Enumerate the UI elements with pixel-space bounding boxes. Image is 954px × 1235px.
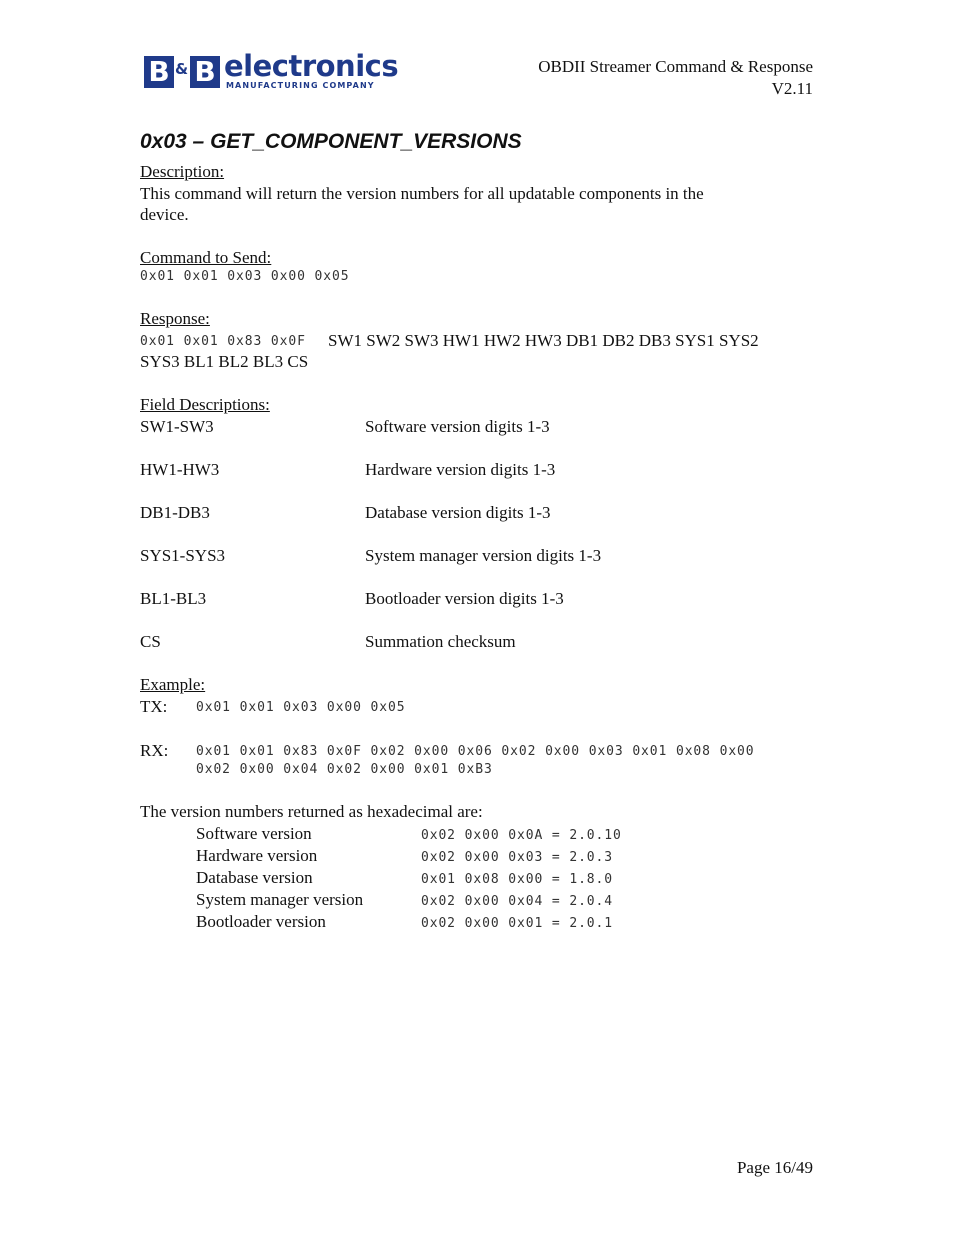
field-name: CS [140, 632, 161, 651]
section-title: 0x03 – GET_COMPONENT_VERSIONS [140, 130, 522, 153]
field-descriptions-label: Field Descriptions: [140, 395, 270, 414]
document-version: V2.11 [771, 79, 813, 98]
logo-ampersand: & [175, 60, 189, 78]
field-name: SYS1-SYS3 [140, 546, 226, 565]
field-name: DB1-DB3 [140, 503, 210, 522]
field-description: System manager version digits 1-3 [365, 546, 602, 565]
command-label: Command to Send: [140, 248, 272, 267]
field-description: Summation checksum [365, 632, 516, 651]
version-label: Database version [196, 868, 313, 887]
field-row [140, 459, 820, 480]
version-label: System manager version [196, 890, 364, 909]
field-description: Hardware version digits 1-3 [365, 460, 556, 479]
field-row [140, 545, 820, 566]
logo-mark-right: B [190, 56, 220, 88]
rx-bytes-line1: 0x01 0x01 0x83 0x0F 0x02 0x00 0x06 0x02 0x00 0x03 0x01 0x08 0x00 [196, 744, 755, 759]
field-name: SW1-SW3 [140, 417, 214, 436]
field-description: Software version digits 1-3 [365, 417, 550, 436]
rx-bytes-line2: 0x02 0x00 0x04 0x02 0x00 0x01 0xB3 [196, 762, 493, 777]
versions-intro: The version numbers returned as hexadecimal are: [140, 802, 483, 821]
response-label: Response: [140, 309, 210, 328]
field-row [140, 416, 820, 437]
version-value: 0x02 0x00 0x0A = 2.0.10 [421, 828, 622, 843]
field-description: Database version digits 1-3 [365, 503, 551, 522]
tx-label: TX: [140, 697, 168, 716]
response-bytes: 0x01 0x01 0x83 0x0F [140, 334, 306, 349]
version-value: 0x02 0x00 0x03 = 2.0.3 [421, 850, 613, 865]
field-name: BL1-BL3 [140, 589, 207, 608]
example-label: Example: [140, 675, 206, 694]
command-bytes: 0x01 0x01 0x03 0x00 0x05 [140, 269, 350, 284]
description-label: Description: [140, 162, 225, 181]
company-logo [144, 49, 399, 92]
field-description: Bootloader version digits 1-3 [365, 589, 564, 608]
description-text-line2: device. [140, 205, 189, 224]
logo-wordmark: electronics [224, 49, 399, 83]
field-row [140, 588, 820, 609]
version-value: 0x02 0x00 0x01 = 2.0.1 [421, 916, 613, 931]
rx-label: RX: [140, 741, 169, 760]
version-label: Bootloader version [196, 912, 326, 931]
version-value: 0x02 0x00 0x04 = 2.0.4 [421, 894, 613, 909]
response-fields-line2: SYS3 BL1 BL2 BL3 CS [140, 352, 309, 371]
version-label: Hardware version [196, 846, 318, 865]
logo-subtitle: MANUFACTURING COMPANY [226, 81, 375, 90]
document-title: OBDII Streamer Command & Response [538, 57, 813, 76]
logo-mark-left: B [144, 56, 174, 88]
field-name: HW1-HW3 [140, 460, 220, 479]
version-value: 0x01 0x08 0x00 = 1.8.0 [421, 872, 613, 887]
version-label: Software version [196, 824, 312, 843]
tx-bytes: 0x01 0x01 0x03 0x00 0x05 [196, 700, 406, 715]
field-row [140, 502, 820, 523]
description-text-line1: This command will return the version numbers for all updatable components in the [140, 184, 704, 203]
page-number: Page 16/49 [736, 1158, 813, 1177]
response-fields-line1: SW1 SW2 SW3 HW1 HW2 HW3 DB1 DB2 DB3 SYS1 SYS2 [328, 331, 759, 350]
field-row [140, 631, 820, 652]
